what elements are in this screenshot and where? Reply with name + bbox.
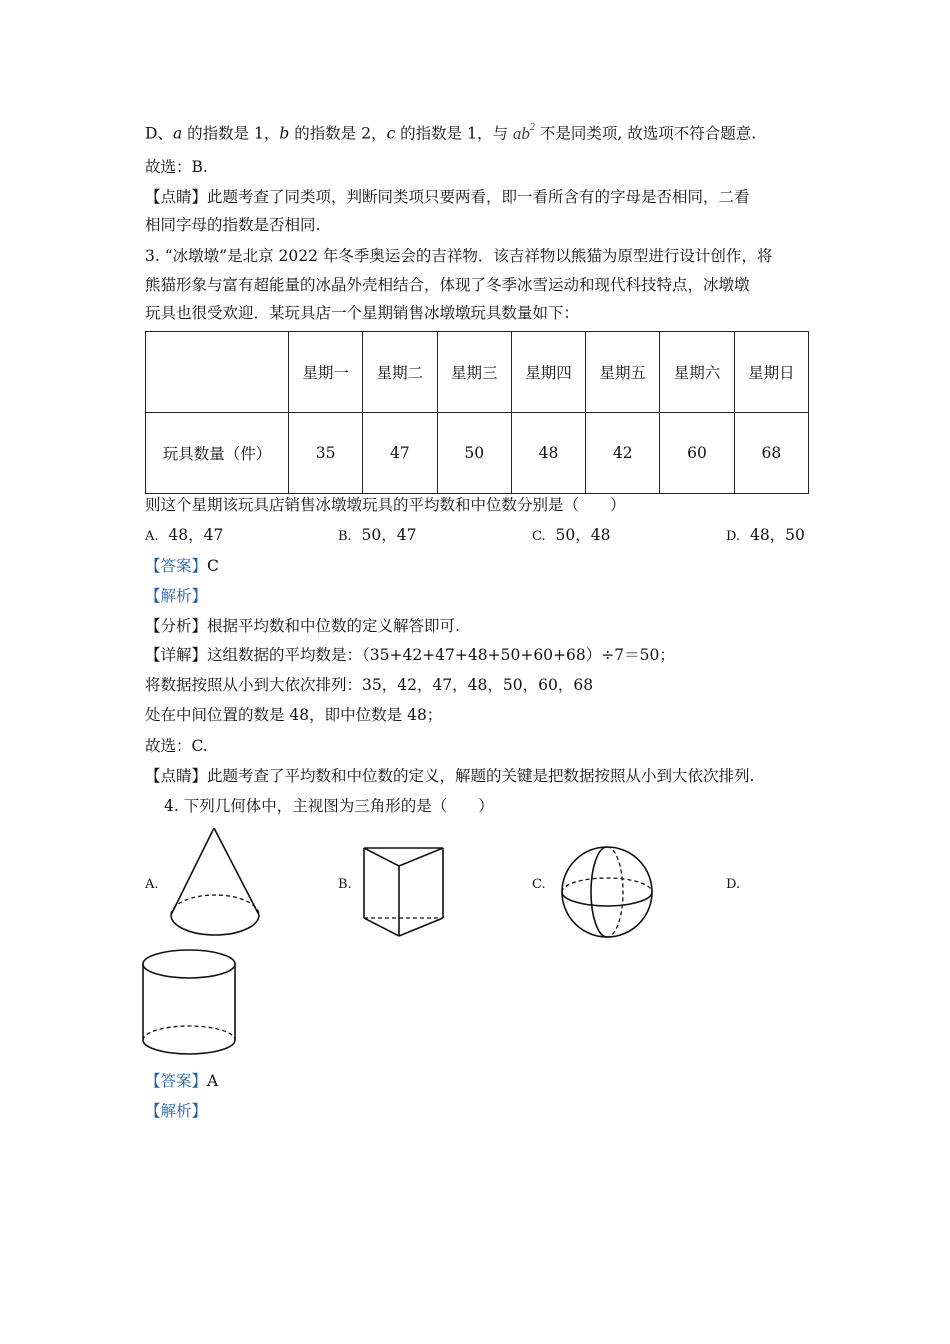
part-d-text2: 的指数是 2， [289,124,387,143]
value-cell: 42 [586,413,660,494]
day-header: 星期六 [660,332,734,413]
q3-fenxi [145,615,460,637]
value-cell: 50 [437,413,511,494]
q3-comment [145,765,754,787]
q2-choice: 故选：B. [145,158,208,176]
row-label-cell: 玩具数量（件） [146,413,289,494]
q4-option-a-label[interactable]: A. [145,877,159,892]
answer-tag: 【答案】 [145,1072,208,1090]
table-header-row [146,332,809,413]
q3-option-c[interactable] [532,524,610,548]
day-header: 星期二 [363,332,437,413]
prism-bottom-right [399,918,443,936]
detail-tag: 【详解】 [145,646,208,664]
answer-tag: 【答案】 [145,557,208,575]
q3-analysis-tag: 【解析】 [145,587,208,605]
value-cell: 48 [511,413,585,494]
day-header: 星期一 [289,332,363,413]
comment-tag: 【点睛】 [145,188,208,206]
day-header: 星期四 [511,332,585,413]
value-cell: 68 [734,413,808,494]
cylinder-figure[interactable] [138,944,246,1066]
option-text: 50，47 [361,526,417,544]
q2-comment-line1 [145,186,750,208]
detail-text: 这组数据的平均数是：（35+42+47+48+50+60+68）÷7＝50； [207,646,675,664]
prism-top-face [364,848,443,866]
part-d-line [145,119,756,145]
var-b: b [279,124,290,143]
var-c: c [386,124,396,143]
q3-stem-line2: 熊猫形象与富有超能量的冰晶外壳相结合，体现了冬季冰雪运动和现代科技特点，冰墩墩 [145,276,750,294]
option-label: A. [145,529,159,544]
sphere-meridian-back [607,847,623,937]
q2-comment-line2: 相同字母的指数是否相同. [145,216,321,234]
math-ab-squared [513,124,535,143]
q3-stem-line1: 3. “冰墩墩”是北京 2022 年冬季奥运会的吉祥物．该吉祥物以熊猫为原型进行设计创作，将 [145,247,773,265]
part-d-text4: 不是同类项, 故选项不符合题意. [534,124,757,143]
q3-detail-line3: 处在中间位置的数是 48，即中位数是 48； [145,706,443,724]
sphere-meridian-front [591,847,607,937]
option-text: 48，50 [749,526,805,544]
comment-tag: 【点睛】 [145,767,208,785]
var-a: a [172,124,183,143]
q3-stem-line3: 玩具也很受欢迎．某玩具店一个星期销售冰墩墩玩具数量如下： [145,304,580,322]
q4-stem: 4. 下列几何体中，主视图为三角形的是（ ） [164,797,494,815]
day-header: 星期三 [437,332,511,413]
answer-value: A [207,1072,219,1090]
q4-option-d-label[interactable]: D. [726,877,741,892]
part-d-text1: 的指数是 1， [182,124,280,143]
option-text: 50，48 [555,526,611,544]
option-label: D. [726,529,741,544]
fenxi-tag: 【分析】 [145,617,208,635]
cone-base-front [171,915,259,935]
value-cell: 35 [289,413,363,494]
day-header: 星期日 [734,332,808,413]
option-label: C. [532,529,546,544]
part-d-text3: 的指数是 1，与 [395,124,513,143]
q3-detail-line2: 将数据按照从小到大依次排列：35，42，47，48，50，60，68 [145,676,594,694]
q4-option-b-label[interactable]: B. [338,877,352,892]
sphere-equator-front [562,892,652,906]
comment-text: 此题考查了平均数和中位数的定义，解题的关键是把数据按照从小到大依次排列. [207,767,755,785]
sphere-figure[interactable] [557,840,657,944]
q3-choice: 故选：C. [145,737,208,755]
q3-question: 则这个星期该玩具店销售冰墩墩玩具的平均数和中位数分别是（ ） [145,496,626,514]
comment-text: 此题考查了同类项，判断同类项只要两看，即一看所含有的字母是否相同，二看 [207,188,750,206]
cylinder-bottom-back [143,1026,235,1040]
math-base: ab [512,123,530,143]
value-cell: 60 [660,413,734,494]
q3-option-a[interactable] [145,524,223,548]
day-header: 星期五 [586,332,660,413]
option-text: 48，47 [168,526,224,544]
math-exponent: 2 [529,122,535,133]
triangular-prism-figure[interactable] [358,838,454,942]
q3-option-b[interactable] [338,524,417,548]
q3-option-d[interactable] [726,524,805,548]
cone-figure[interactable] [160,822,272,942]
prism-bottom-left [364,918,399,936]
sphere-equator-back [562,878,652,892]
q4-answer [145,1070,218,1092]
cylinder-top [143,950,235,978]
cone-base-back [171,895,259,915]
option-label: B. [338,529,352,544]
cone-left-edge [171,828,214,915]
table-data-row [146,413,809,494]
q3-answer [145,555,219,577]
q4-analysis-tag: 【解析】 [145,1102,208,1120]
cone-right-edge [214,828,259,915]
sphere-outline [562,847,652,937]
fenxi-text: 根据平均数和中位数的定义解答即可. [207,617,460,635]
sales-table [145,331,809,494]
value-cell: 47 [363,413,437,494]
answer-value: C [207,557,219,575]
q3-detail-line1 [145,644,675,666]
q4-option-c-label[interactable]: C. [532,877,546,892]
table-corner-cell [146,332,289,413]
part-d-lead: D、 [145,124,173,143]
cylinder-bottom-front [143,1040,235,1054]
